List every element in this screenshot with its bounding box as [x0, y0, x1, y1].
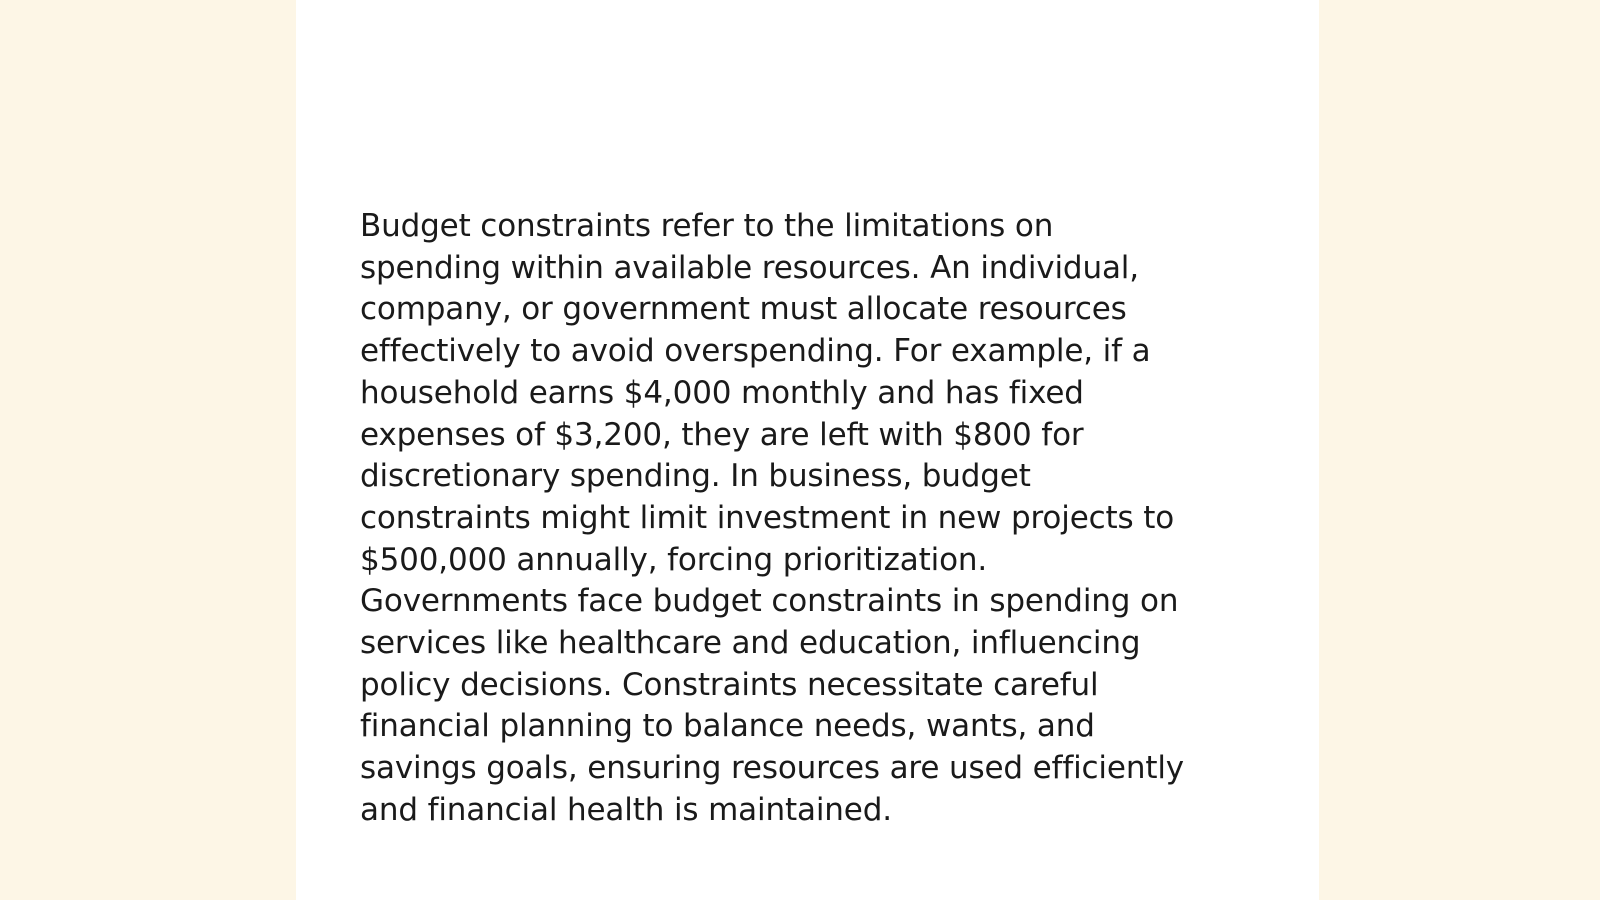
document-page	[296, 0, 1319, 900]
body-paragraph: Budget constraints refer to the limitations on spending within available resources. An individual, company, or government must allocate resources effectively to avoid overspending. For example, if a household earns $4,000 monthly and has fixed expenses of $3,200, they are left with $800 for discretionary spending. In business, budget constraints might limit investment in new projects to $500,000 annually, forcing prioritization. Governments face budget constraints in spending on services like healthcare and education, influencing policy decisions. Constraints necessitate careful financial planning to balance needs, wants, and savings goals, ensuring resources are used efficiently and financial health is maintained.	[360, 208, 1184, 828]
